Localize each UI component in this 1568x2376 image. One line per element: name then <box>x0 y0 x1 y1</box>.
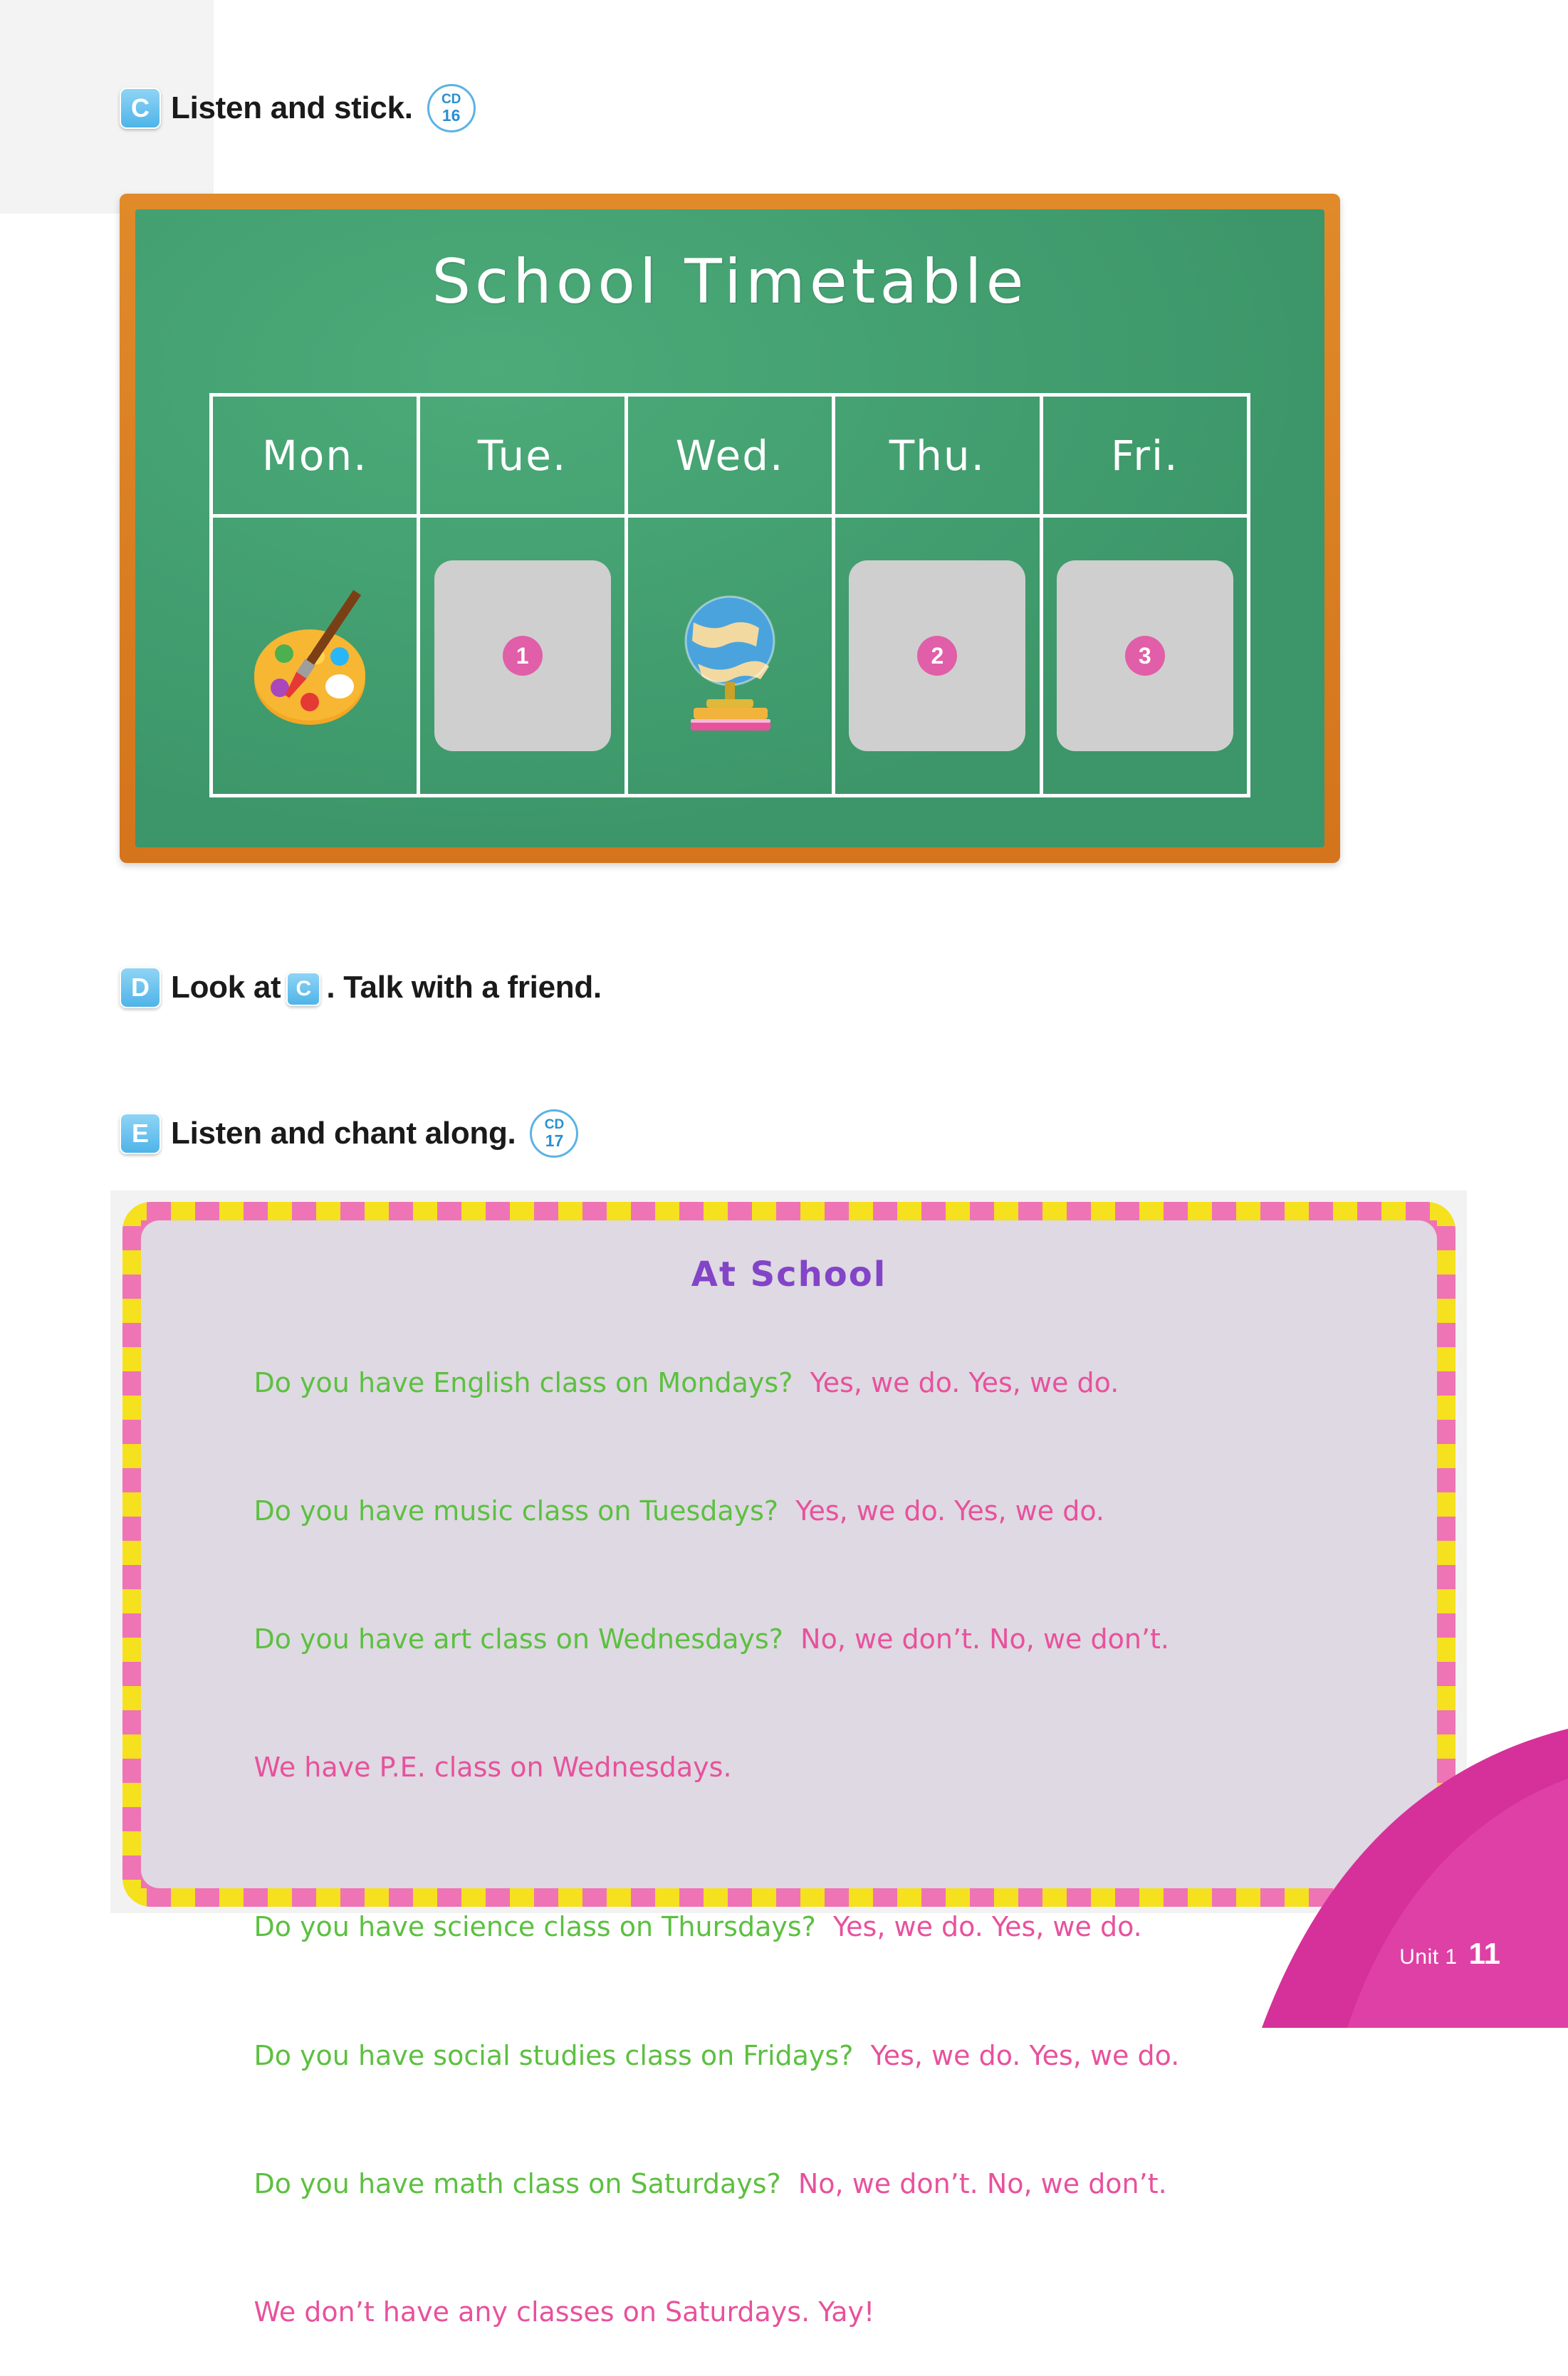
activity-d-letter-badge: D <box>120 967 161 1008</box>
swoosh-shape <box>998 1729 1568 2028</box>
blackboard <box>135 209 1324 847</box>
chant-answer-text: No, we don’t. No, we don’t. <box>798 2167 1167 2199</box>
timetable-day-fri: Fri. <box>1043 397 1247 518</box>
timetable-day-mon: Mon. <box>213 397 420 518</box>
activity-d-reference-badge: C <box>286 972 320 1006</box>
chant-answer <box>793 1367 810 1398</box>
chant-answer-text: Yes, we do. Yes, we do. <box>810 1367 1119 1399</box>
chant-answer-text: No, we don’t. No, we don’t. <box>800 1623 1169 1655</box>
chant-answer-text: Yes, we do. Yes, we do. <box>870 2039 1180 2071</box>
sticker-slot-3[interactable] <box>1057 560 1233 751</box>
chant-line <box>202 1447 1376 1575</box>
timetable-day-wed: Wed. <box>628 397 835 518</box>
activity-c-letter-badge: C <box>120 88 161 129</box>
footer-page-number: 11 <box>1468 1937 1500 1970</box>
activity-c-instruction: Listen and stick. <box>171 90 413 125</box>
chant-answer-text: Yes, we do. Yes, we do. <box>833 1911 1142 1943</box>
page-footer <box>1399 1937 1500 1971</box>
sticker-slot-number-3: 3 <box>1125 636 1165 676</box>
activity-d-instruction-after: . Talk with a friend. <box>326 970 602 1005</box>
chant-question: Do you have science class on Thursdays? <box>254 1911 816 1943</box>
chant-line <box>202 1319 1376 1447</box>
sticker-slot-1[interactable] <box>434 560 611 751</box>
chant-answer-text: We don’t have any classes on Saturdays. Yay! <box>254 2296 875 2328</box>
activity-d-instruction-before: Look at <box>171 970 281 1005</box>
timetable-grid <box>209 393 1250 797</box>
timetable-cell-fri <box>1043 518 1247 794</box>
timetable-content-row <box>213 518 1247 794</box>
chant-answer-text: Yes, we do. Yes, we do. <box>795 1495 1104 1527</box>
footer-unit-label: Unit 1 <box>1399 1945 1458 1969</box>
timetable-title: School Timetable <box>432 246 1028 318</box>
chant-line <box>202 2248 1376 2376</box>
cd-number: 16 <box>441 105 461 125</box>
timetable-cell-wed <box>628 518 835 794</box>
cd-label: CD <box>441 91 461 107</box>
activity-e-heading <box>120 1109 578 1158</box>
timetable-cell-thu <box>835 518 1042 794</box>
globe-on-books-icon <box>648 567 812 745</box>
chant-title: At School <box>691 1255 887 1294</box>
chant-line <box>202 2120 1376 2248</box>
blackboard-frame <box>120 194 1340 863</box>
paint-palette-icon <box>233 567 397 745</box>
cd-track-badge-16[interactable] <box>427 84 476 132</box>
chant-question: Do you have art class on Wednesdays? <box>254 1623 783 1655</box>
chant-line <box>202 1575 1376 1703</box>
timetable-day-tue: Tue. <box>420 397 627 518</box>
activity-c-heading <box>120 84 476 132</box>
sticker-slot-number-1: 1 <box>503 636 543 676</box>
timetable-cell-mon <box>213 518 420 794</box>
chant-question: Do you have social studies class on Fridays? <box>254 2039 854 2071</box>
activity-d-heading <box>120 967 602 1008</box>
chant-question: Do you have English class on Mondays? <box>254 1367 793 1399</box>
sticker-slot-number-2: 2 <box>917 636 957 676</box>
cd-number: 17 <box>545 1131 564 1150</box>
cd-track-badge-17[interactable] <box>530 1109 578 1158</box>
sticker-slot-2[interactable] <box>849 560 1025 751</box>
timetable-day-thu: Thu. <box>835 397 1042 518</box>
chant-answer-text: We have P.E. class on Wednesdays. <box>254 1752 732 1784</box>
timetable-cell-tue <box>420 518 627 794</box>
activity-e-letter-badge: E <box>120 1113 161 1154</box>
timetable-header-row <box>213 397 1247 518</box>
cd-label: CD <box>544 1116 565 1132</box>
chant-question: Do you have math class on Saturdays? <box>254 2167 781 2199</box>
activity-e-instruction: Listen and chant along. <box>171 1116 516 1151</box>
chant-question: Do you have music class on Tuesdays? <box>254 1495 779 1527</box>
footer-swoosh <box>998 1729 1568 2028</box>
